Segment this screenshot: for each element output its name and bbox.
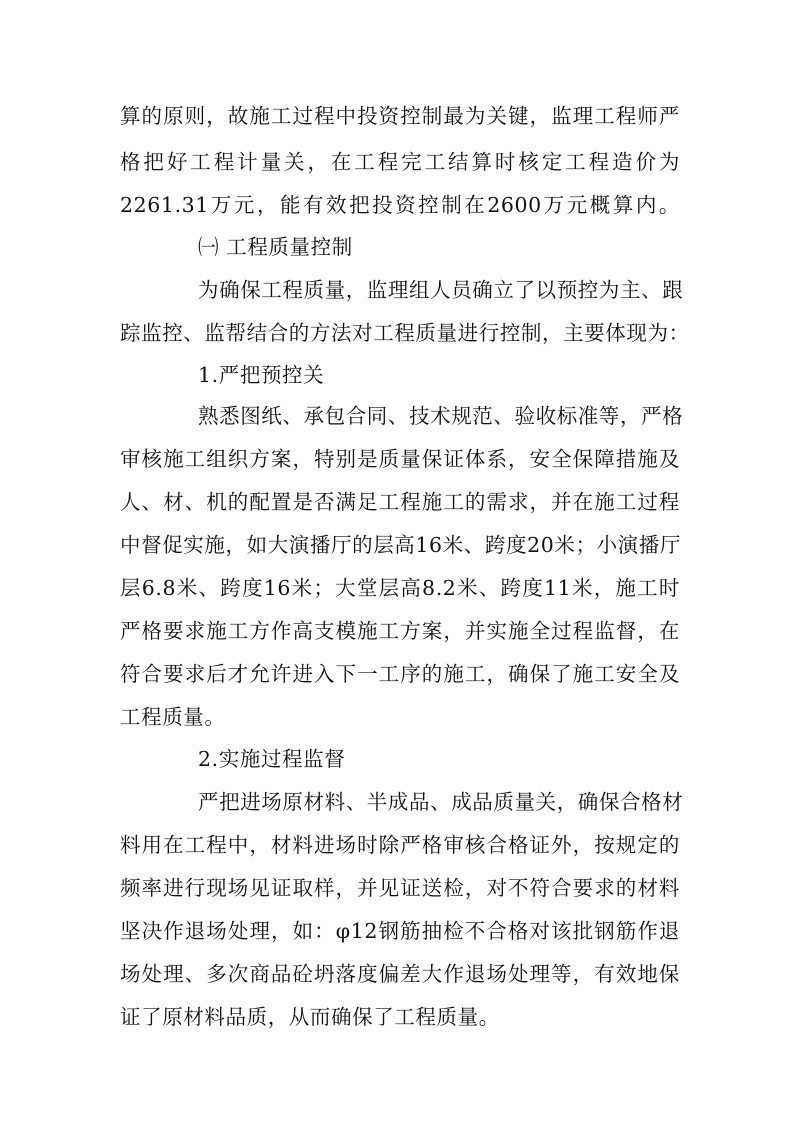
text-line: 2261.31万元，能有效把投资控制在2600万元概算内。 <box>120 193 680 217</box>
text-line: 为确保工程质量，监理组人员确立了以预控为主、跟 <box>198 278 684 302</box>
text-line: 料用在工程中，材料进场时除严格审核合格证外，按规定的 <box>120 833 680 857</box>
text-line: 熟悉图纸、承包合同、技术规范、验收标准等，严格 <box>198 404 684 428</box>
text-line: 算的原则，故施工过程中投资控制最为关键，监理工程师严 <box>120 104 680 128</box>
section-heading: ㈠ 工程质量控制 <box>198 235 353 259</box>
text-line: 证了原材料品质，从而确保了工程质量。 <box>120 1005 500 1029</box>
text-line: 符合要求后才允许进入下一工序的施工，确保了施工安全及 <box>120 662 680 686</box>
text-line: 踪监控、监帮结合的方法对工程质量进行控制，主要体现为： <box>120 321 690 345</box>
text-line: 严把进场原材料、半成品、成品质量关，确保合格材 <box>198 790 684 814</box>
subsection-heading: 2.实施过程监督 <box>198 747 346 771</box>
text-line: 审核施工组织方案，特别是质量保证体系，安全保障措施及 <box>120 447 680 471</box>
text-line: 格把好工程计量关，在工程完工结算时核定工程造价为 <box>120 150 680 174</box>
text-line: 工程质量。 <box>120 705 226 729</box>
subsection-heading: 1.严把预控关 <box>198 363 325 387</box>
text-line: 严格要求施工方作高支模施工方案，并实施全过程监督，在 <box>120 619 680 643</box>
text-line: 频率进行现场见证取样，并见证送检，对不符合要求的材料 <box>120 876 680 900</box>
text-line: 中督促实施，如大演播厅的层高16米、跨度20米；小演播厅 <box>120 533 681 557</box>
text-line: 坚决作退场处理，如：φ12钢筋抽检不合格对该批钢筋作退 <box>120 919 680 943</box>
text-line: 人、材、机的配置是否满足工程施工的需求，并在施工过程 <box>120 490 680 514</box>
text-line: 场处理、多次商品砼坍落度偏差大作退场处理等，有效地保 <box>120 962 680 986</box>
text-line: 层6.8米、跨度16米；大堂层高8.2米、跨度11米，施工时 <box>120 576 680 600</box>
